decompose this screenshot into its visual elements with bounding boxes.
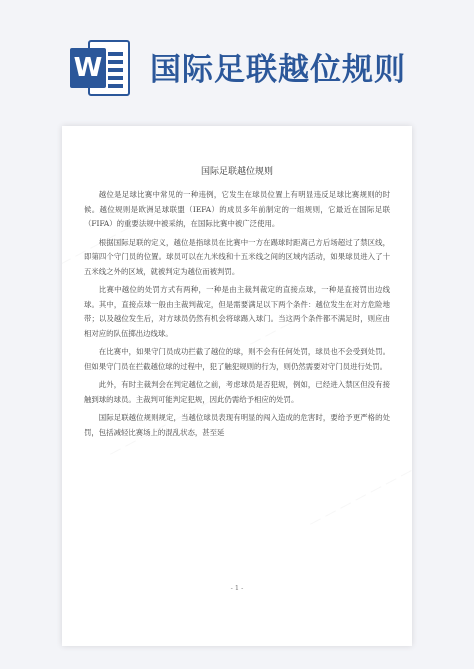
page-number: - 1 - (230, 584, 244, 592)
paragraph-1: 越位是足球比赛中常见的一种违例，它发生在球员位置上有明显违反足球比赛规则的时候。越位规则是欧洲足球联盟（IEFA）的成员多年前制定的一组规则，它最近在国际足联（FIFA）的重要法规中被采纳，在国际比赛中被广泛使用。 (84, 190, 390, 228)
paragraph-5: 此外，有时主裁判会在判定越位之前，考虑球员是否犯规，例如，已经进入禁区但没有接触到球的球员。主裁判可能判定犯规，因此仍需给予相应的处罚。 (84, 380, 390, 404)
paragraph-2: 根据国际足联的定义，越位是指球员在比赛中一方在踢球时距离己方后场超过了禁区线，即第四个守门员的位置。球员可以在九米线和十五米线之间的区域内活动，如果球员进入了十五米线之外的区域，就被判定为越位而被判罚。 (84, 237, 390, 276)
paragraph-6: 国际足联越位规则规定，当越位球员表现有明显的闯入造成的危害时，要给予更严格的处罚，包括减轻比赛场上的混乱状态，甚至延 (84, 413, 390, 437)
banner (0, 0, 474, 120)
word-logo-badge: W (70, 48, 106, 88)
document-body (84, 188, 390, 444)
paragraph-4: 在比赛中，如果守门员成功拦截了越位的球，则不会有任何处罚，球员也不会受到处罚。但如果守门员在拦截越位球的过程中，犯了触犯规则的行为，则仍然需要对守门员进行处罚。 (84, 347, 390, 371)
word-document-icon (70, 40, 132, 96)
paragraph-3: 比赛中越位的处罚方式有两种，一种是由主裁判裁定的直接点球，一种是直接罚出边线球。其中，直接点球一般由主裁判裁定，但是需要满足以下两个条件：越位发生在对方危险地带；以及越位发生后，对方球员仍然有机会将球踢入球门。当这两个条件都不满足时，则应由相对应的队伍掷出边线球。 (84, 285, 390, 338)
banner-title: 国际足联越位规则 (150, 52, 406, 88)
document-page (62, 126, 412, 646)
document-title: 国际足联越位规则 (200, 167, 273, 177)
